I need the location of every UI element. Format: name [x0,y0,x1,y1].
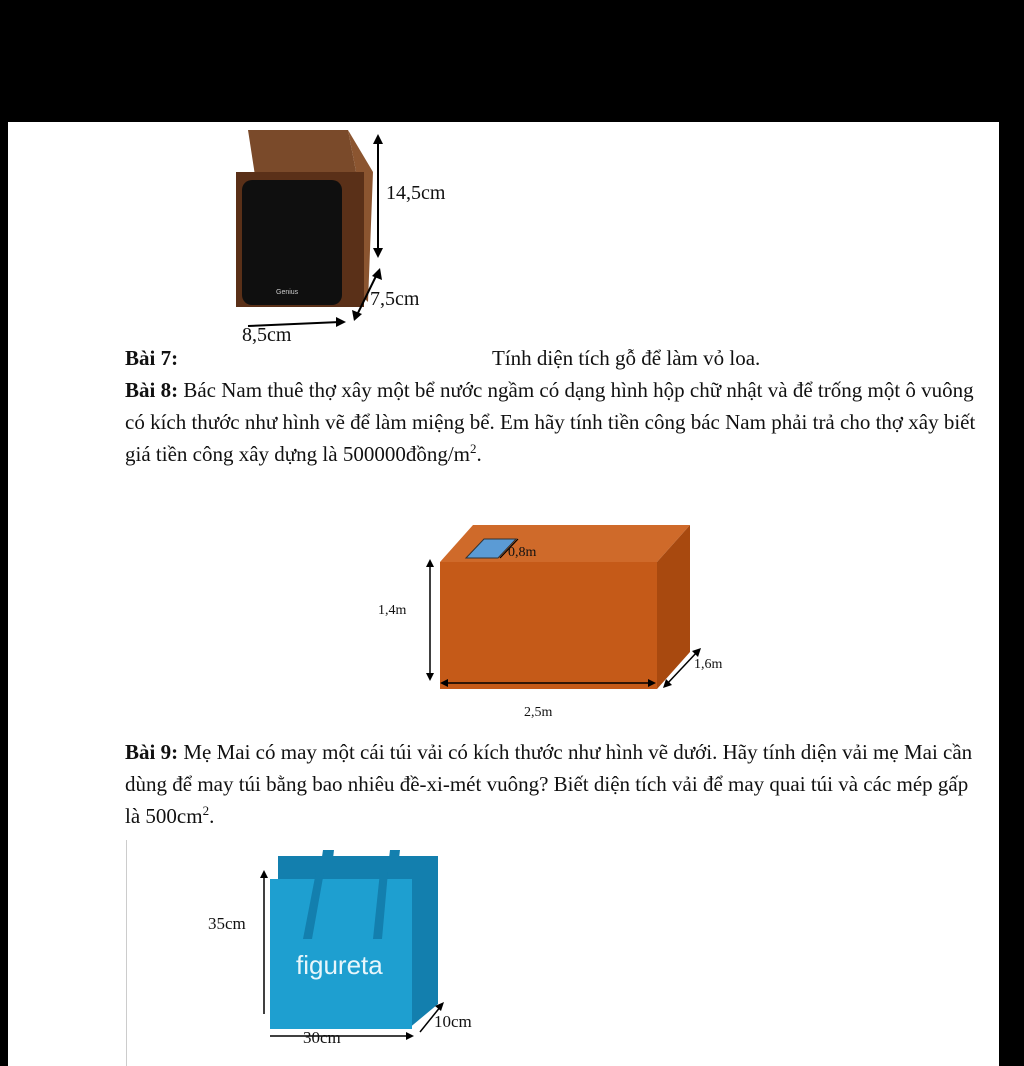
bai8-text: Bác Nam thuê thợ xây một bể nước ngầm có dạng hình hộp chữ nhật và để trống một ô vuông có kích thước như hình vẽ để làm miệng bể. Em hãy tính tiền công bác Nam phải trả cho thợ xây biết giá tiền công xây dựng là 500000đồng/m [125,378,976,466]
speaker-figure [228,122,478,352]
speaker-width-label: 8,5cm [242,324,292,346]
bag-depth-label: 10cm [434,1012,472,1031]
bai7-heading: Bài 7: [125,346,179,370]
speaker-grille [242,180,342,305]
bag-brand: figureta [296,950,383,980]
speaker-depth-label: 7,5cm [370,288,420,310]
document-page [8,122,999,1066]
bag-height-label: 35cm [208,914,246,933]
tank-front-face [440,562,657,689]
tank-depth-label: 1,6m [694,657,723,672]
bai9-text: Mẹ Mai có may một cái túi vải có kích thước như hình vẽ dưới. Hãy tính diện vải mẹ Mai cần dùng để may túi bằng bao nhiêu đề-xi-mét vuông? Biết diện tích vải để may quai túi và các mép gấp là 500cm [125,740,973,828]
bai8-paragraph: Bài 8: Bác Nam thuê thợ xây một bể nước ngầm có dạng hình hộp chữ nhật và để trống một ô vuông có kích thước như hình vẽ để làm miệng bể. Em hãy tính tiền công bác Nam phải trả cho thợ xây biết giá tiền công xây dựng là $500000đồng/m^2$. [125,378,976,466]
tank-height-label: 1,4m [378,603,407,618]
bai8-heading: Bài 8: [125,378,179,402]
tank-figure [368,517,748,727]
bai7-text: Tính diện tích gỗ để làm vỏ loa. [492,346,761,370]
bai9-heading: Bài 9: [125,740,179,764]
bai9-paragraph: Bài 9: Mẹ Mai có may một cái túi vải có kích thước như hình vẽ dưới. Hãy tính diện vải mẹ Mai cần dùng để may túi bằng bao nhiêu đề-xi-mét vuông? Biết diện tích vải để may quai túi và các mép gấp là $500cm^2$. [125,740,973,828]
divider-line [126,840,127,1066]
tank-length-label: 2,5m [524,705,553,720]
speaker-brand: Genius [276,289,299,296]
tank-opening-label: 0,8m [508,545,537,560]
bag-width-label: 30cm [303,1028,341,1047]
speaker-height-label: 14,5cm [386,182,446,204]
bag-side [408,856,438,1029]
